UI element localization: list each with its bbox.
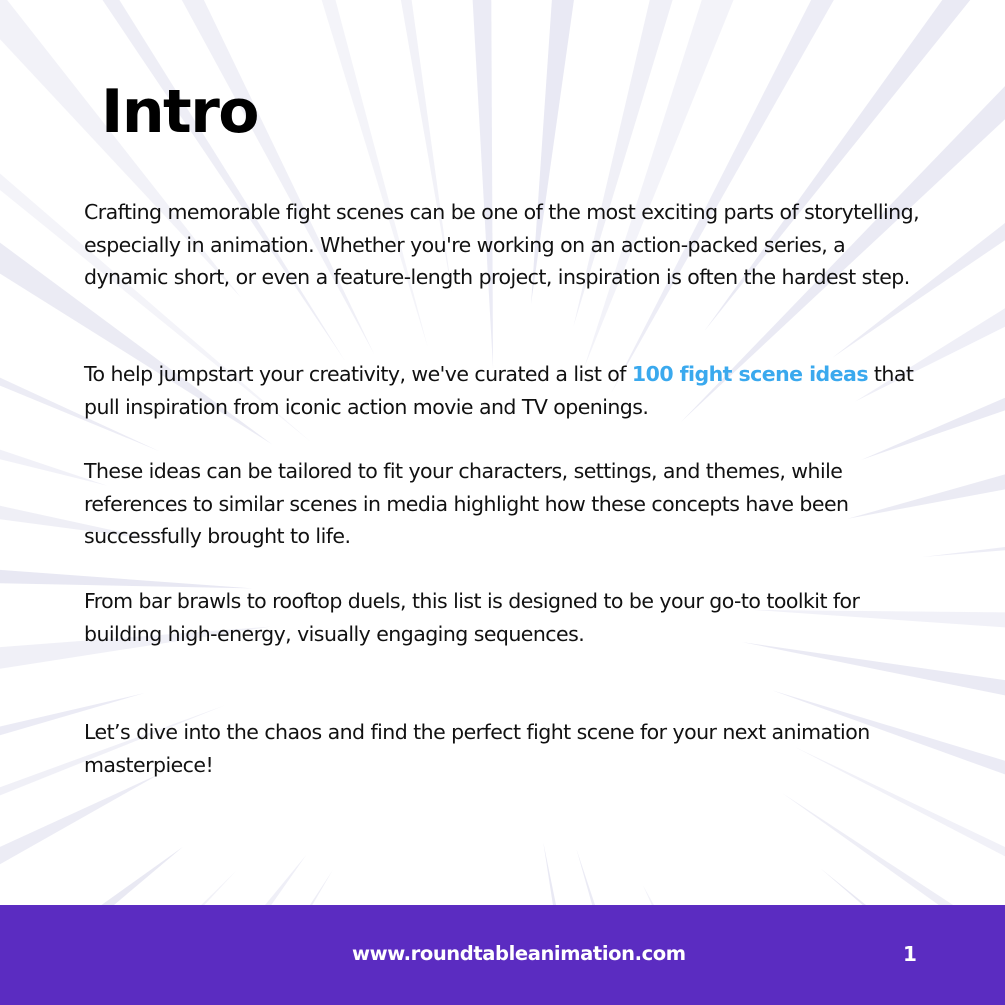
speed-line — [643, 885, 1005, 905]
intro-paragraph-2 — [84, 358, 924, 423]
intro-paragraph-4: From bar brawls to rooftop duels, this list is designed to be your go-to toolkit for building high-energy, visually engaging sequences. — [84, 589, 860, 646]
website-link[interactable]: www.roundtableanimation.com — [352, 942, 686, 965]
intro-paragraph-3: These ideas can be tailored to fit your characters, settings, and themes, while references to similar scenes in media highlight how these concepts have been successfully brought to life. — [84, 459, 849, 548]
paragraph-2-text-start: To help jumpstart your creativity, we've curated a list of — [84, 362, 632, 386]
speed-line — [820, 868, 1005, 905]
intro-paragraph-1: Crafting memorable fight scenes can be one of the most exciting parts of storytelling, especially in animation. Whether you're working on an action-packed series, a dynamic short, or even a feature-length project, inspiration is often the hardest step. — [84, 200, 920, 289]
speed-line — [0, 855, 306, 905]
speed-line — [576, 849, 936, 905]
speed-line — [782, 793, 1005, 905]
page-number: 1 — [903, 942, 917, 966]
footer-bar — [0, 905, 1005, 1005]
speed-line — [0, 847, 183, 905]
speed-line — [0, 0, 344, 360]
speed-line — [543, 842, 773, 905]
paragraph-2-text-end: that pull inspiration from iconic action movie and TV openings. — [84, 362, 914, 419]
speed-line — [428, 0, 493, 368]
fight-scene-ideas-highlight: 100 fight scene ideas — [631, 362, 868, 386]
page-title: Intro — [101, 77, 259, 147]
speed-line — [0, 773, 162, 905]
intro-paragraph-5: Let’s dive into the chaos and find the perfect fight scene for your next animation masterpiece! — [84, 720, 870, 777]
